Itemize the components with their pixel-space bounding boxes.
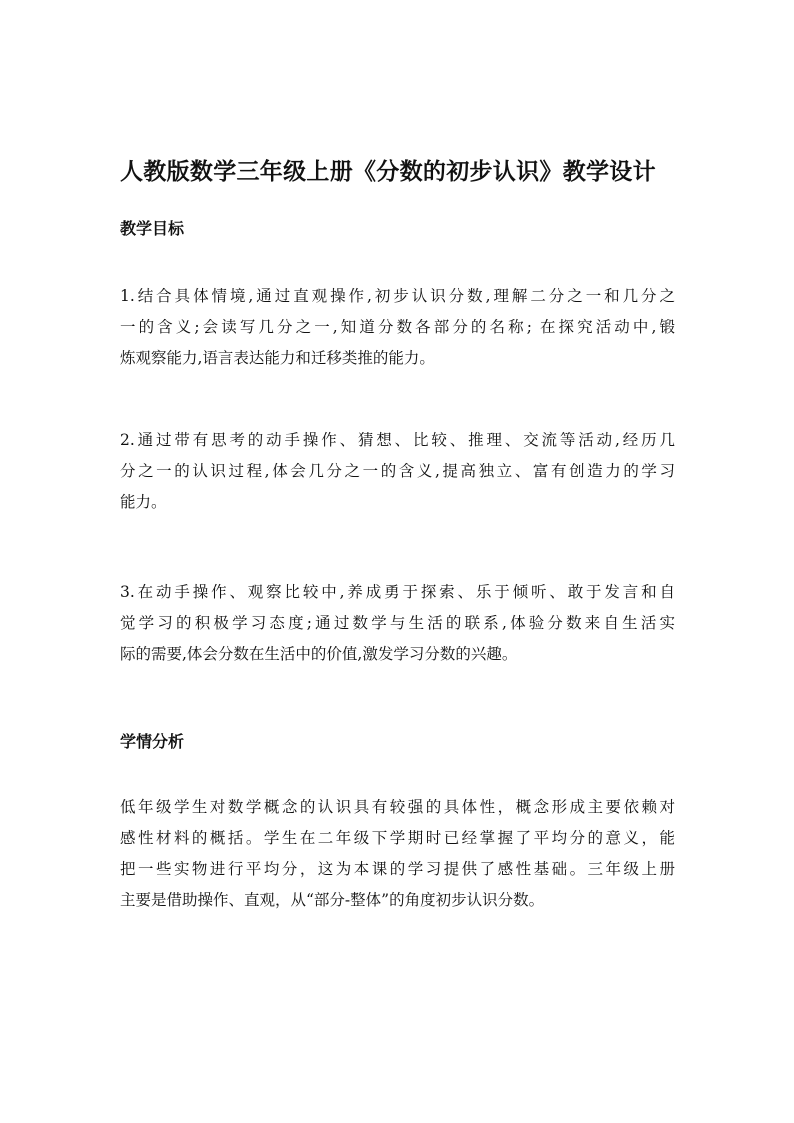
analysis-paragraph [120, 792, 675, 916]
text-line: 主要是借助操作、直观，从“部分-整体”的角度初步认识分数。 [120, 891, 545, 909]
text-line: 3.在动手操作、观察比较中,养成勇于探索、乐于倾听、敢于发言和自 [120, 583, 675, 601]
goal-paragraph-3 [120, 577, 675, 670]
text-line: 把一些实物进行平均分，这为本课的学习提供了感性基础。三年级上册 [120, 860, 675, 878]
text-line: 炼观察能力,语言表达能力和迁移类推的能力。 [120, 349, 435, 367]
text-line: 能力。 [120, 493, 167, 511]
section-heading-teaching-goals: 教学目标 [120, 219, 185, 238]
text-line: 觉学习的积极学习态度;通过数学与生活的联系,体验分数来自生活实 [120, 614, 675, 632]
goal-paragraph-2 [120, 425, 675, 518]
text-line: 2.通过带有思考的动手操作、猜想、比较、推理、交流等活动,经历几 [120, 431, 675, 449]
text-line: 低年级学生对数学概念的认识具有较强的具体性，概念形成主要依赖对 [120, 798, 675, 816]
goal-paragraph-1 [120, 281, 675, 374]
text-line: 1.结合具体情境,通过直观操作,初步认识分数,理解二分之一和几分之 [120, 287, 675, 305]
section-heading-student-analysis: 学情分析 [120, 732, 185, 751]
text-line: 感性材料的概括。学生在二年级下学期时已经掌握了平均分的意义，能 [120, 829, 675, 847]
text-line: 际的需要,体会分数在生活中的价值,激发学习分数的兴趣。 [120, 645, 518, 663]
text-line: 分之一的认识过程,体会几分之一的含义,提高独立、富有创造力的学习 [120, 462, 675, 480]
document-title: 人教版数学三年级上册《分数的初步认识》教学设计 [120, 159, 656, 185]
text-line: 一的含义;会读写几分之一,知道分数各部分的名称; 在探究活动中,锻 [120, 318, 675, 336]
